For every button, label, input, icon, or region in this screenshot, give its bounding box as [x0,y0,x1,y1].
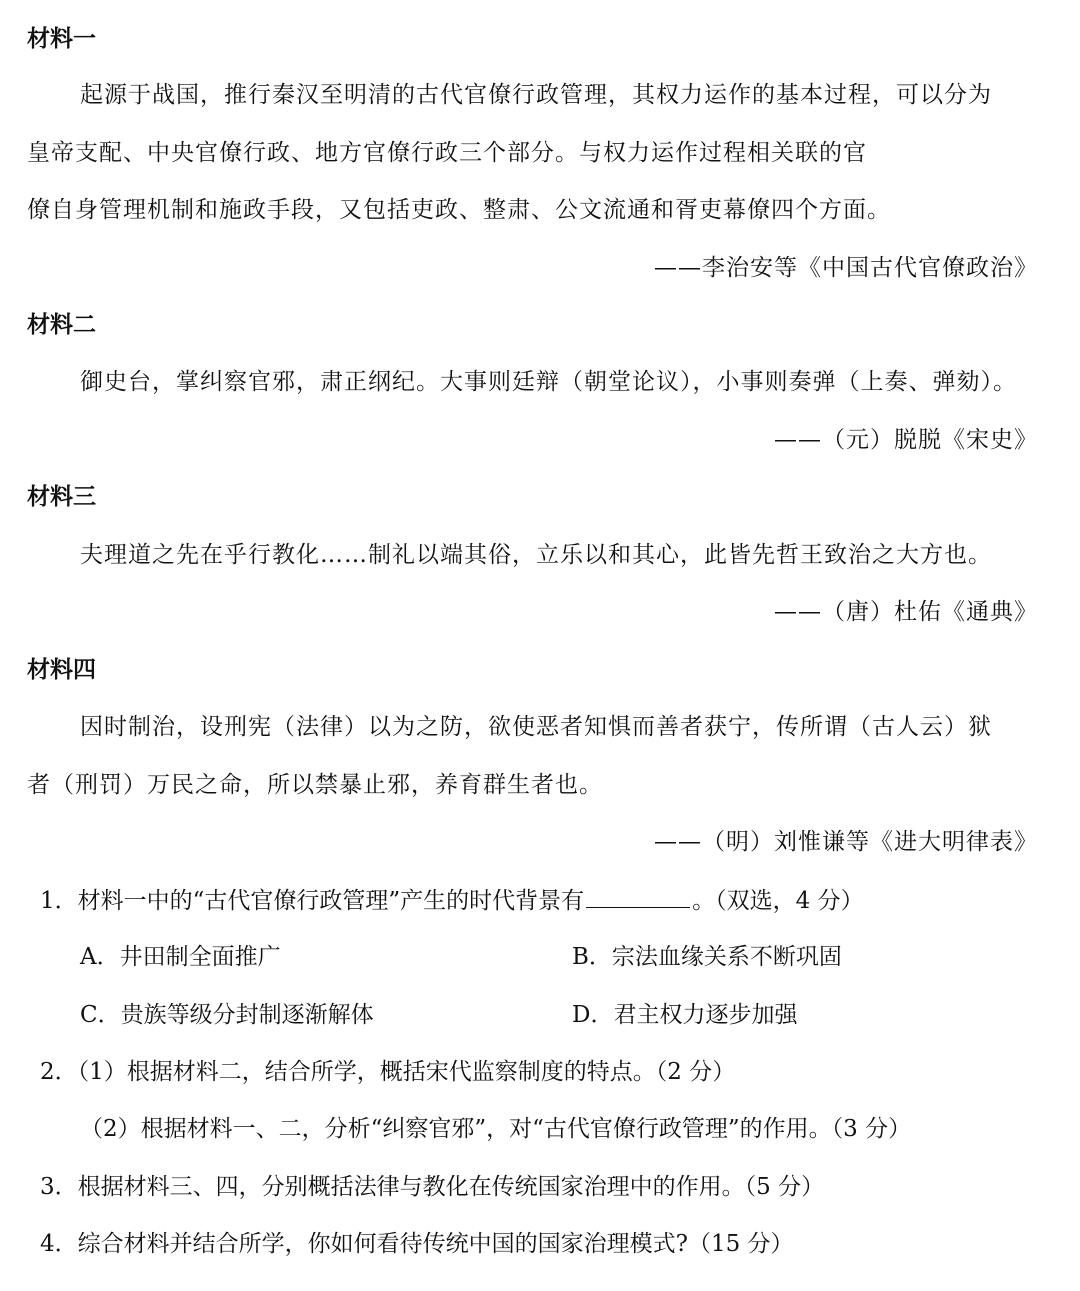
question-4: 4．综合材料并结合所学，你如何看待传统中国的国家治理模式?（15 分） [40,1231,794,1257]
material-3-heading: 材料三 [27,484,96,510]
material-4-line-1: 因时制治，设刑宪（法律）以为之防，欲使恶者知惧而善者获宁，传所谓（古人云）狱 [80,714,992,740]
material-1-line-2: 皇帝支配、中央官僚行政、地方官僚行政三个部分。与权力运作过程相关联的官 [27,140,867,166]
material-2-line-1: 御史台，掌纠察官邪，肃正纲纪。大事则廷辩（朝堂论议），小事则奏弹（上奏、弹劾）。 [80,369,1017,395]
question-1-text: 1．材料一中的“古代官僚行政管理”产生的时代背景有 [40,888,585,914]
question-2-part-2: （2）根据材料一、二，分析“纠察官邪”，对“古代官僚行政管理”的作用。（3 分） [80,1116,912,1142]
material-2-heading: 材料二 [27,312,96,338]
material-1-line-3: 僚自身管理机制和施政手段，又包括吏政、整肃、公文流通和胥吏幕僚四个方面。 [27,197,891,223]
material-4-source: ——（明）刘惟谦等《进大明律表》 [654,829,1038,855]
material-1-heading: 材料一 [27,26,96,52]
material-3-source: ——（唐）杜佑《通典》 [774,599,1038,625]
material-4-line-2: 者（刑罚）万民之命，所以禁暴止邪，养育群生者也。 [27,772,603,798]
answer-blank[interactable] [586,885,690,908]
option-a: A．井田制全面推广 [80,944,281,970]
question-3: 3．根据材料三、四，分别概括法律与教化在传统国家治理中的作用。（5 分） [40,1174,825,1200]
option-c: C．贵族等级分封制逐渐解体 [80,1002,374,1028]
material-4-heading: 材料四 [27,657,96,683]
material-1-line-1: 起源于战国，推行秦汉至明清的古代官僚行政管理，其权力运作的基本过程，可以分为 [80,82,992,108]
material-3-line-1: 夫理道之先在乎行教化……制礼以端其俗，立乐以和其心，此皆先哲王致治之大方也。 [80,542,992,568]
question-1-points: 。（双选，4 分） [692,888,864,914]
material-2-source: ——（元）脱脱《宋史》 [774,427,1038,453]
question-2-part-1: 2．（1）根据材料二，结合所学，概括宋代监察制度的特点。（2 分） [40,1059,736,1085]
question-1 [40,885,864,916]
option-b: B．宗法血缘关系不断巩固 [572,944,842,970]
option-d: D．君主权力逐步加强 [572,1002,798,1028]
material-1-source: ——李治安等《中国古代官僚政治》 [654,255,1038,281]
